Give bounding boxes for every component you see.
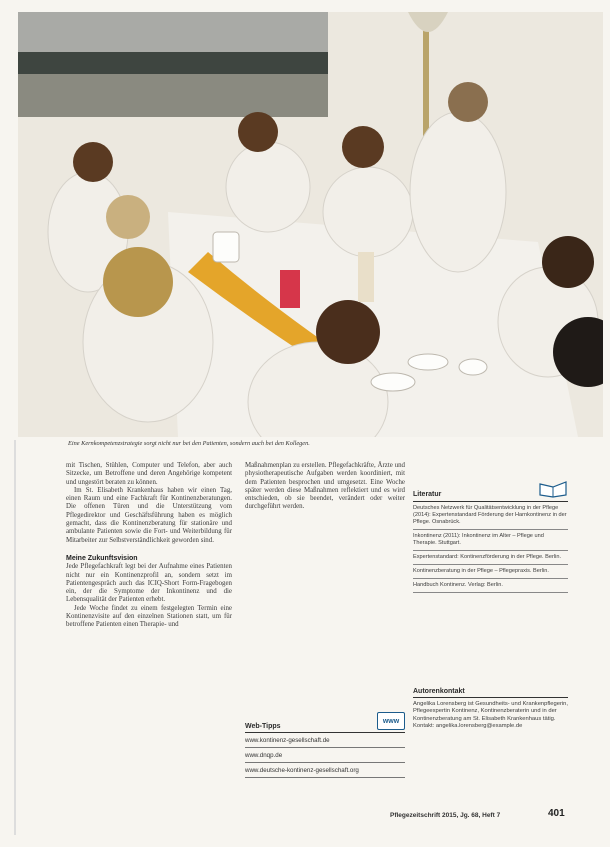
- web-link[interactable]: www.deutsche-kontinenz-gesellschaft.org: [245, 763, 405, 778]
- www-icon: www: [377, 712, 405, 730]
- journal-footer: Pflegezeitschrift 2015, Jg. 68, Heft 7: [390, 812, 501, 819]
- paragraph: Jede Woche findet zu einem festgelegten Termin eine Kontinenzvisite auf den einzelnen Stationen statt, um für betroffene Patienten einen Therapie- und: [66, 604, 232, 629]
- nurses-meeting-photo: [18, 12, 603, 437]
- web-link[interactable]: www.dnqp.de: [245, 748, 405, 763]
- author-contact-box: [413, 688, 568, 731]
- contact-title: Autorenkontakt: [413, 688, 568, 698]
- page-edge: [14, 440, 16, 835]
- article-photo: [18, 12, 603, 437]
- literature-ref: Deutsches Netzwerk für Qualitätsentwicklung in der Pflege (2014): Expertenstandard Förderung der Harnkontinenz in der Pflege. Osnabrück.: [413, 502, 568, 530]
- book-icon: [538, 480, 568, 498]
- paragraph: mit Tischen, Stühlen, Computer und Telefon, aber auch Sitzecke, um Betroffene und deren Angehörige kompetent und ungestört beraten zu können.: [66, 462, 232, 486]
- literature-ref: Inkontinenz (2011): Inkontinenz im Alter – Pflege und Therapie. Stuttgart.: [413, 530, 568, 551]
- literature-ref: Kontinenzberatung in der Pflege – Pflegepraxis. Berlin.: [413, 565, 568, 579]
- paragraph: Im St. Elisabeth Krankenhaus haben wir einen Tag, einen Raum und eine Fachkraft für Kontinenzberatungen. Die offenen Türen und die Unterstützung vom Pflegedirektor und Geschäftsführung haben es möglich gemacht, dass die Kontinenzberatung für stationäre und ambulante Patienten sowie die Fort- und Weiterbildung für Mitarbeiter zur Selbstverständlichkeit geworden sind.: [66, 486, 232, 544]
- contact-body: Angelika Lorensberg ist Gesundheits- und Krankenpflegerin, Pflegeexpertin Kontinenz, Kontinenzberaterin und in der Kontinenzberatung am St. Elisabeth Krankenhaus tätig. Kontakt: angelika.lorensberg@example.de: [413, 701, 569, 730]
- literature-title: Literatur: [413, 491, 442, 498]
- literature-ref: Expertenstandard: Kontinenzförderung in der Pflege. Berlin.: [413, 551, 568, 565]
- web-link[interactable]: www.kontinenz-gesellschaft.de: [245, 733, 405, 748]
- literature-ref: Handbuch Kontinenz. Verlag: Berlin.: [413, 579, 568, 593]
- photo-caption: Eine Kernkompetenzstrategie sorgt nicht nur bei den Patienten, sondern auch bei den Kollegen.: [68, 440, 310, 447]
- article-left-column: [66, 462, 232, 630]
- page-number: 401: [548, 808, 565, 819]
- section-heading: Meine Zukunftsvision: [66, 554, 138, 562]
- literature-box: [413, 480, 568, 593]
- article-middle-column: [245, 462, 405, 512]
- web-tips-title: Web-Tipps: [245, 723, 281, 730]
- paragraph: Maßnahmenplan zu erstellen. Pflegefachkräfte, Ärzte und physiotherapeutische Aufgaben werden koordiniert, mit dem Patienten besprochen und umgesetzt. Eine Woche später werden diese Maßnahmen reflektiert und es wird entschieden, ob sie beendet, verändert oder weiter durchgeführt werden.: [245, 462, 405, 511]
- web-tips-box: [245, 712, 405, 778]
- paragraph: Jede Pflegefachkraft legt bei der Aufnahme eines Patienten nicht nur ein Kontinenzprofil an, sondern setzt im Patientengespräch auch das ICIQ-Short Form-Fragebogen ein, der die Symptome der Inkontinenz und die Lebensqualität der Patienten erhebt.: [66, 563, 232, 604]
